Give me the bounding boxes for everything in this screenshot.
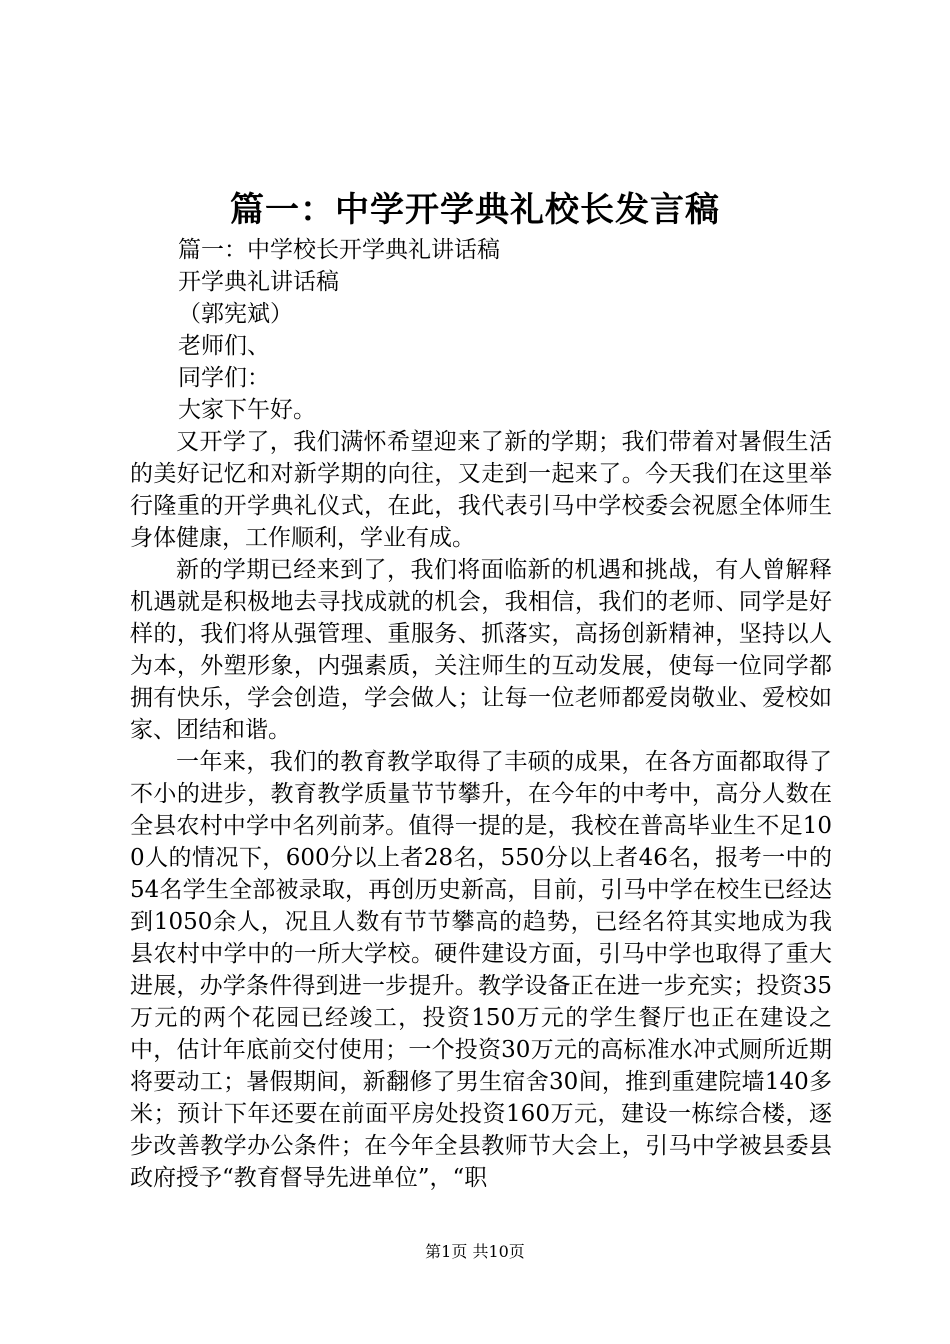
- heading-line: 开学典礼讲话稿: [178, 269, 339, 295]
- salutation-students: 同学们：: [178, 365, 270, 391]
- body-paragraph: 一年来，我们的教育教学取得了丰硕的成果，在各方面都取得了不小的进步，教育教学质量节节攀升，在今年的中考中，高分人数在全县农村中学中名列前茅。值得一提的是，我校在普高毕业生不足100人的情况下，600分以上者28名，550分以上者46名，报考一中的54名学生全部被录取，再创历史新高，目前，引马中学在校生已经达到1050余人，况且人数有节节攀高的趋势，已经名符其实地成为我县农村中学中的一所大学校。硬件建设方面，引马中学也取得了重大进展，办学条件得到进一步提升。教学设备正在进一步充实；投资35万元的两个花园已经竣工，投资150万元的学生餐厅也正在建设之中，估计年底前交付使用；一个投资30万元的高标准水冲式厕所近期将要动工；暑假期间，新翻修了男生宿舍30间，推到重建院墙140多米；预计下年还要在前面平房处投资160万元，建设一栋综合楼，逐步改善教学办公条件；在今年全县教师节大会上，引马中学被县委县政府授予“教育督导先进单位”，“职: [130, 749, 832, 1191]
- document-title: 篇一：中学开学典礼校长发言稿: [230, 190, 720, 230]
- page-number: 第1页 共10页: [425, 1242, 525, 1261]
- body-paragraph: 又开学了，我们满怀希望迎来了新的学期；我们带着对暑假生活的美好记忆和对新学期的向往，又走到一起来了。今天我们在这里举行隆重的开学典礼仪式，在此，我代表引马中学校委会祝愿全体师生身体健康，工作顺利，学业有成。: [130, 429, 832, 551]
- greeting-line: 大家下午好。: [178, 397, 316, 423]
- author-line: （郭宪斌）: [178, 301, 293, 327]
- document-body: [130, 234, 832, 1194]
- heading-line: 篇一：中学校长开学典礼讲话稿: [178, 237, 500, 263]
- body-paragraph: 新的学期已经来到了，我们将面临新的机遇和挑战，有人曾解释机遇就是积极地去寻找成就的机会，我相信，我们的老师、同学是好样的，我们将从强管理、重服务、抓落实，高扬创新精神，坚持以人为本，外塑形象，内强素质，关注师生的互动发展，使每一位同学都拥有快乐，学会创造，学会做人；让每一位老师都爱岗敬业、爱校如家、团结和谐。: [130, 557, 832, 743]
- salutation-teachers: 老师们、: [178, 333, 270, 359]
